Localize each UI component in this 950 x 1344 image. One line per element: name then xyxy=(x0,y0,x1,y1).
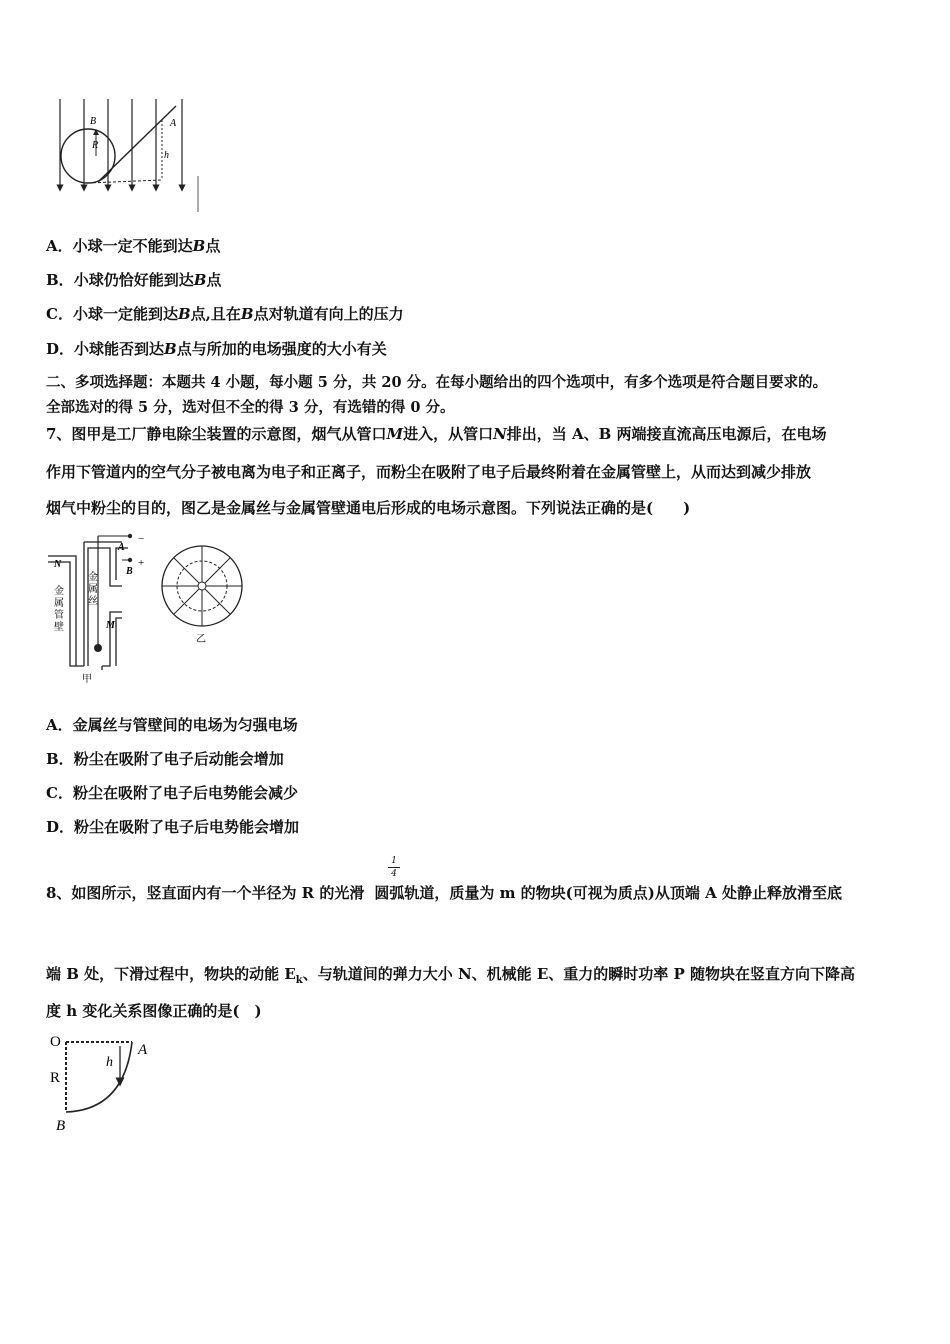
stem-text: 圆弧轨道，质量为 m 的物块(可视为质点)从顶端 A 处静止释放滑至底 xyxy=(374,884,842,902)
q7-stem-line3: 烟气中粉尘的目的，图乙是金属丝与金属管壁通电后形成的电场示意图。下列说法正确的是( ) xyxy=(46,499,691,517)
stem-text: 7、图甲是工厂静电除尘装置的示意图，烟气从管口 xyxy=(46,425,387,443)
q7-wire-char-1: 金 xyxy=(88,572,98,583)
stem-subscript: k xyxy=(295,975,303,986)
option-var: B xyxy=(164,340,177,358)
q8-label-B: B xyxy=(56,1118,66,1134)
option-text: 小球一定能到达 xyxy=(72,305,178,323)
stem-text: 8、如图所示，竖直面内有一个半径为 R 的光滑 xyxy=(46,884,365,902)
fraction-bar xyxy=(388,867,400,868)
q8-label-h: h xyxy=(106,1055,113,1070)
q6-figure xyxy=(52,96,202,214)
q8-diagram xyxy=(46,1030,166,1136)
q7-stem-line1 xyxy=(46,424,827,444)
q7-label-A: A xyxy=(118,542,125,553)
q8-fraction xyxy=(388,856,400,879)
q7-label-yi: 乙 xyxy=(196,634,206,645)
q8-stem-line2 xyxy=(46,964,855,991)
q7-wall-char-1: 金 xyxy=(54,586,64,597)
q7-option-c xyxy=(46,783,298,803)
option-var: B xyxy=(177,305,191,323)
option-letter: A． xyxy=(46,716,73,734)
option-letter: B． xyxy=(46,271,74,289)
q6-diagram xyxy=(52,96,202,214)
q8-stem-line1 xyxy=(46,883,842,903)
stem-text: 端 B 处，下滑过程中，物块的动能 E xyxy=(46,965,296,983)
q7-label-plus: + xyxy=(138,557,145,569)
option-text: 点 xyxy=(206,271,222,289)
q8-label-A: A xyxy=(138,1042,148,1058)
stem-text: 、与轨道间的弹力大小 N、机械能 E、重力的瞬时功率 P 随物块在竖直方向下降高 xyxy=(302,965,856,983)
option-text: 小球一定不能到达 xyxy=(72,237,193,255)
q7-option-d xyxy=(46,817,299,837)
q6-label-h: h xyxy=(164,150,169,161)
q8-label-R: R xyxy=(50,1070,61,1086)
fraction-numerator: 1 xyxy=(391,856,397,866)
option-letter: A． xyxy=(46,237,73,255)
q7-label-jia: 甲 xyxy=(82,674,92,685)
option-text: 金属丝与管壁间的电场为匀强电场 xyxy=(72,716,298,734)
fraction-denominator: 4 xyxy=(391,869,397,879)
option-text: 粉尘在吸附了电子后电势能会增加 xyxy=(74,818,300,836)
q7-wall-char-3: 管 xyxy=(54,610,64,621)
stem-text: 进入，从管口 xyxy=(403,425,494,443)
q6-label-R: R xyxy=(92,140,99,151)
q7-option-a xyxy=(46,715,298,735)
q8-label-O: O xyxy=(50,1034,61,1050)
option-letter: C． xyxy=(46,305,73,323)
q7-label-minus: − xyxy=(138,533,145,545)
option-text: 小球仍恰好能到达 xyxy=(73,271,194,289)
q7-option-b xyxy=(46,749,284,769)
option-text: 粉尘在吸附了电子后动能会增加 xyxy=(73,750,284,768)
option-letter: C． xyxy=(46,784,73,802)
q7-wire-char-2: 属 xyxy=(88,584,98,595)
option-text: 粉尘在吸附了电子后电势能会减少 xyxy=(72,784,298,802)
q7-figure xyxy=(44,530,254,686)
option-var: B xyxy=(240,305,254,323)
option-text: 点 xyxy=(205,237,221,255)
q7-wire-char-3: 丝 xyxy=(88,596,98,607)
q7-wall-char-2: 属 xyxy=(54,598,64,609)
option-var: B xyxy=(193,271,207,289)
q7-stem-line2: 作用下管道内的空气分子被电离为电子和正离子，而粉尘在吸附了电子后最终附着在金属管壁上，从而达到减少排放 xyxy=(46,463,812,481)
q6-option-c xyxy=(46,304,404,324)
q6-label-A: A xyxy=(170,118,177,129)
option-text: 点,且在 xyxy=(190,305,241,323)
q8-figure xyxy=(46,1030,166,1136)
q7-label-M: M xyxy=(106,620,115,631)
section2-heading-line2: 全部选对的得 5 分，选对但不全的得 3 分，有选错的得 0 分。 xyxy=(46,399,455,416)
stem-var: M xyxy=(386,425,404,443)
q6-label-B: B xyxy=(90,116,97,127)
q7-wall-char-4: 壁 xyxy=(54,622,64,633)
option-var: B xyxy=(192,237,206,255)
q7-label-B: B xyxy=(126,566,133,577)
q6-option-a xyxy=(46,236,220,256)
q6-option-b xyxy=(46,270,221,290)
q7-diagram xyxy=(44,530,254,686)
stem-text: 排出，当 A、B 两端接直流高压电源后，在电场 xyxy=(506,425,827,443)
section2-heading-line1: 二、多项选择题：本题共 4 小题，每小题 5 分，共 20 分。在每小题给出的四个选项中，有多个选项是符合题目要求的。 xyxy=(46,374,828,391)
option-text: 点与所加的电场强度的大小有关 xyxy=(176,340,387,358)
option-letter: B． xyxy=(46,750,74,768)
option-text: 点对轨道有向上的压力 xyxy=(253,305,404,323)
q7-label-N: N xyxy=(54,559,62,570)
stem-var: N xyxy=(493,425,507,443)
option-letter: D． xyxy=(46,340,75,358)
option-letter: D． xyxy=(46,818,75,836)
q6-option-d xyxy=(46,339,387,359)
q8-stem-line3: 度 h 变化关系图像正确的是( ) xyxy=(46,1002,262,1020)
option-text: 小球能否到达 xyxy=(74,340,165,358)
